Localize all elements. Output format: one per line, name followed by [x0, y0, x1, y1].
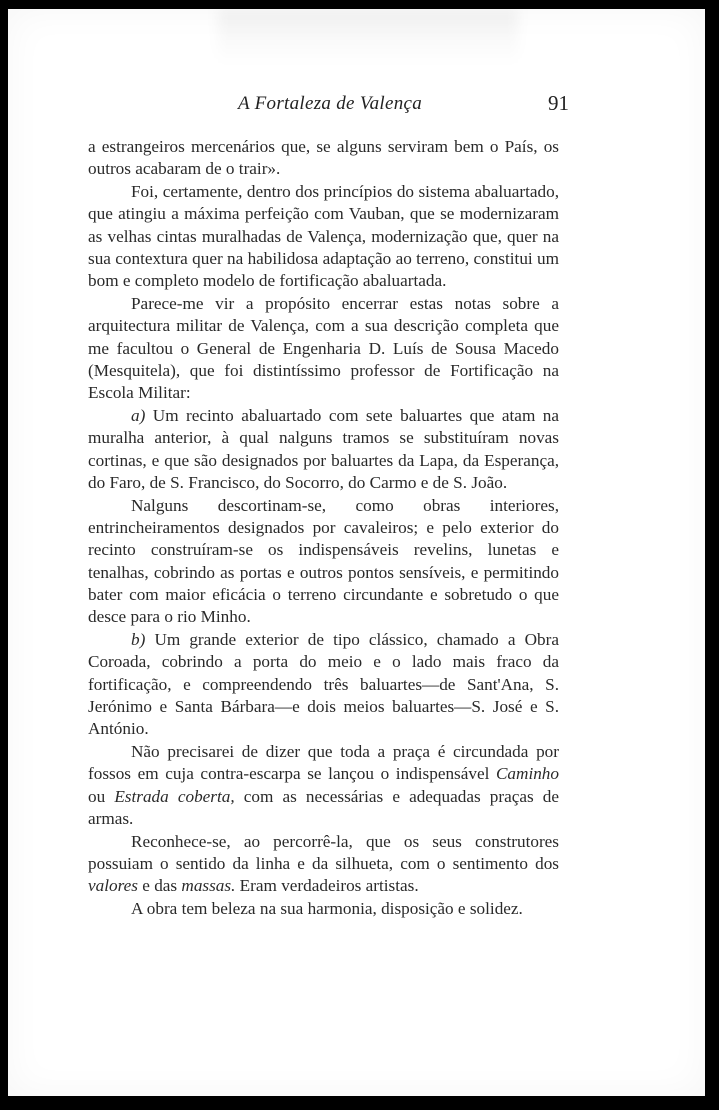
paragraph-8-before: Reconhece-se, ao percorrê-la, que os seus construtores possuiam o sentido da linha e da silhueta, com o sentimento dos — [88, 831, 559, 873]
paragraph-2: Foi, certamente, dentro dos princípios do sistema abaluartado, que atingiu a máxima perfeição com Vauban, que se modernizaram as velhas cintas muralhadas de Valença, modernização que, quer na sua contextura quer na habilidosa adaptação ao terreno, constitui um bom e completo modelo de fortificação abaluartada. — [88, 182, 559, 291]
body-text — [88, 136, 559, 921]
paragraph-7 — [88, 741, 559, 830]
paragraph-5: Nalguns descortinam-se, como obras interiores, entrincheiramentos designados por cavaleiros; e pelo exterior do recinto construíram-se os indispensáveis revelins, lunetas e tenalhas, cobrindo as portas e outros pontos sensíveis, e permitindo bater com maior eficácia o terreno circundante e sobretudo o que desce para o rio Minho. — [88, 495, 559, 627]
paragraph-6-text: Um grande exterior de tipo clássico, chamado a Obra Coroada, cobrindo a porta do meio e o lado mais fraco da fortificação, e compreendendo três baluartes—de Sant'Ana, S. Jerónimo e Santa Bárbara—e dois meios baluartes—S. José e S. António. — [88, 630, 559, 739]
italic-massas: massas. — [181, 876, 236, 896]
running-title: A Fortaleza de Valença — [238, 93, 423, 114]
paragraph-4 — [88, 405, 559, 494]
list-label-b: b) — [131, 630, 146, 650]
paragraph-4-text: Um recinto abaluartado com sete baluartes que atam na muralha anterior, à qual nalguns tramos se substituíram novas cortinas, e que são designados por baluartes da Lapa, da Esperança, do Faro, de S. Francisco, do Socorro, do Carmo e de S. João. — [88, 406, 559, 492]
paragraph-6 — [88, 629, 559, 740]
page-number: 91 — [548, 91, 569, 115]
paragraph-7-mid: ou — [88, 786, 115, 806]
paragraph-3: Parece-me vir a propósito encerrar estas notas sobre a arquitectura militar de Valença, com a sua descrição completa que me facultou o General de Engenharia D. Luís de Sousa Macedo (Mesquitela), que foi distintíssimo professor de Fortificação na Escola Militar: — [88, 294, 559, 403]
paragraph-8 — [88, 831, 559, 898]
paragraph-8-mid: e das — [137, 876, 182, 896]
paragraph-7-after: com as necessárias e adequadas praças de armas. — [88, 786, 560, 828]
paragraph-1: a estrangeiros mercenários que, se alguns serviram bem o País, os outros acabaram de o trair». — [88, 137, 559, 179]
page-header — [8, 89, 705, 119]
italic-valores: valores — [88, 876, 138, 896]
paragraph-7-before: Não precisarei de dizer que toda a praça é circundada por fossos em cuja contra-escarpa se lançou o indispensável — [88, 742, 559, 784]
paragraph-8-after: Eram verdadeiros artistas. — [235, 876, 419, 896]
paragraph-9: A obra tem beleza na sua harmonia, disposição e solidez. — [131, 899, 523, 919]
italic-estrada-coberta: Estrada coberta, — [114, 786, 235, 806]
scan-smudge — [218, 9, 518, 64]
italic-caminho: Caminho — [495, 764, 559, 784]
list-label-a: a) — [131, 406, 146, 426]
book-page — [8, 9, 705, 1096]
